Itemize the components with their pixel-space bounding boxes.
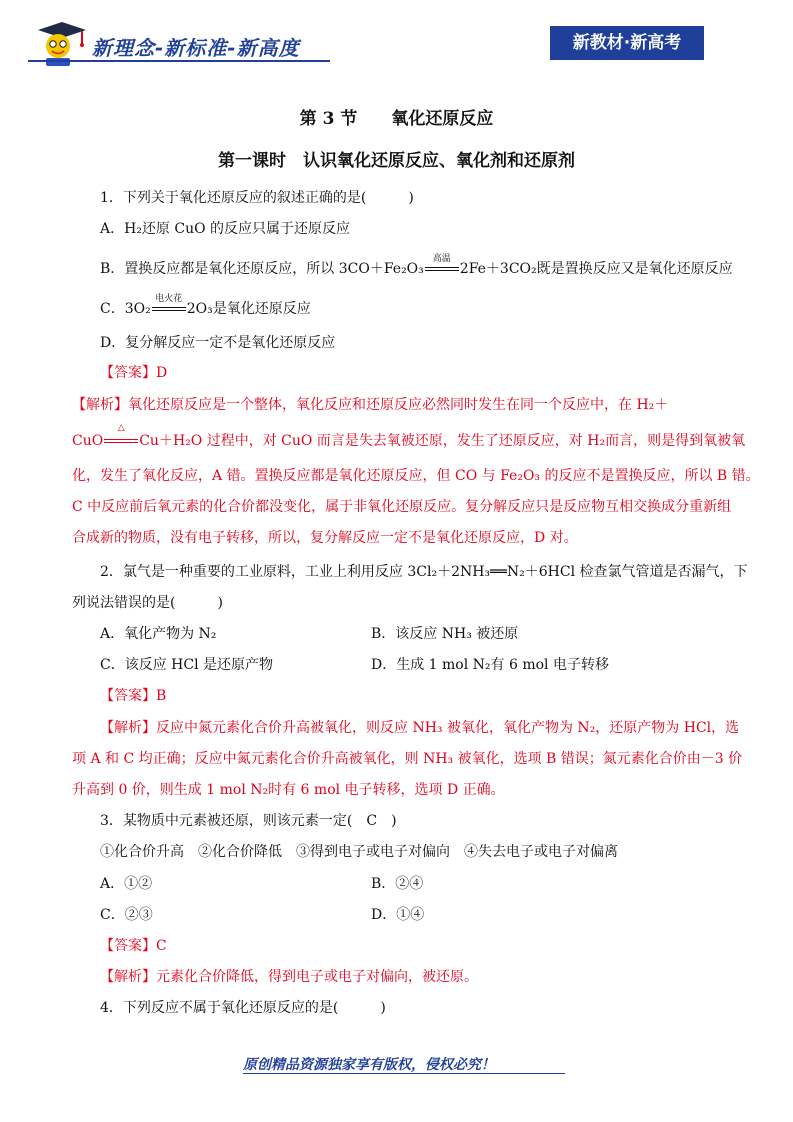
q2-answer: 【答案】B [100,688,167,704]
q2-option-d: D．生成 1 mol N₂有 6 mol 电子转移 [371,657,609,673]
q1-option-c-pre: C．3O₂ [100,301,151,317]
reaction-arrow [151,294,187,317]
q1-analysis-line: 合成新的物质，没有电子转移，所以，复分解反应一定不是氧化还原反应，D 对。 [72,530,578,546]
q1-answer: 【答案】D [100,365,168,381]
q1-analysis-line: 化，发生了氧化反应，A 错。置换反应都是氧化还原反应，但 CO 与 Fe₂O₃ 的反应不是置换反应，所以 B 错。 [72,468,760,484]
q2-stem-cont: 列说法错误的是( ) [72,595,223,611]
page-header [0,0,793,70]
q1-option-a: A．H₂还原 CuO 的反应只属于还原反应 [100,221,351,237]
q2-analysis-line: 项 A 和 C 均正确；反应中氮元素化合价升高被氧化，则 NH₃ 被氧化，选项 B 错误；氮元素化合价由－3 价 [72,751,743,767]
q3-option-d: D．①④ [371,907,425,923]
reaction-arrow [103,423,139,449]
q1-analysis-line: 【解析】氧化还原反应是一个整体，氧化反应和还原反应必然同时发生在同一个反应中，在 H₂＋ [72,397,669,413]
q2-analysis-line: 【解析】反应中氮元素化合价升高被氧化，则反应 NH₃ 被氧化，氧化产物为 N₂，还原产物为 HCl，选 [100,720,740,736]
header-slogan-left: 新理念-新标准-新高度 [92,36,300,60]
q1-analysis-post: Cu＋H₂O 过程中，对 CuO 而言是失去氧被还原，发生了还原反应，对 H₂而言，则是得到氧被氧 [139,433,746,449]
q2-analysis-line: 升高到 0 价，则生成 1 mol N₂时有 6 mol 电子转移，选项 D 正确。 [72,782,505,798]
footer-underline [243,1073,565,1074]
q1-option-b [100,254,733,278]
q1-option-d: D．复分解反应一定不是氧化还原反应 [100,335,336,351]
reaction-condition: 高温 [432,254,451,264]
reaction-condition: △ [117,423,125,433]
q1-option-c-post: 2O₃是氧化还原反应 [186,301,311,317]
q3-option-a: A．①② [100,876,153,892]
reaction-arrow [424,254,460,277]
q3-stem: 3．某物质中元素被还原，则该元素一定( C ) [100,813,397,829]
q1-option-c [100,294,311,318]
q1-stem: 1．下列关于氧化还原反应的叙述正确的是( ) [100,190,414,206]
q1-analysis-line [72,423,746,450]
q3-answer: 【答案】C [100,938,167,954]
lesson-subtitle: 第一课时 认识氧化还原反应、氧化剂和还原剂 [218,151,575,171]
section-title: 第 3 节 氧化还原反应 [299,109,494,129]
q1-option-b-pre: B．置换反应都是氧化还原反应，所以 3CO＋Fe₂O₃ [100,261,424,277]
q1-option-b-post: 2Fe＋3CO₂既是置换反应又是氧化还原反应 [459,261,733,277]
q2-option-b: B．该反应 NH₃ 被还原 [371,626,519,642]
q3-option-b: B．②④ [371,876,424,892]
q1-analysis-pre: CuO [72,433,104,449]
header-divider [28,60,330,62]
header-slogan-right: 新教材·新高考 [550,26,704,60]
q1-analysis-line: C 中反应前后氧元素的化合价都没变化，属于非氧化还原反应。复分解反应只是反应物互相交换成分重新组 [72,499,732,515]
copyright-footer: 原创精品资源独家享有版权，侵权必究！ [243,1057,495,1073]
q3-analysis: 【解析】元素化合价降低，得到电子或电子对偏向，被还原。 [100,969,478,985]
q2-option-a: A．氧化产物为 N₂ [100,626,217,642]
q2-stem: 2．氯气是一种重要的工业原料，工业上利用反应 3Cl₂＋2NH₃══N₂＋6HCl 检查氯气管道是否漏气，下 [100,564,748,580]
q3-option-c: C．②③ [100,907,153,923]
reaction-condition: 电火花 [155,294,183,304]
q4-stem: 4．下列反应不属于氧化还原反应的是( ) [100,1000,386,1016]
q2-option-c: C．该反应 HCl 是还原产物 [100,657,274,673]
q3-statements: ①化合价升高 ②化合价降低 ③得到电子或电子对偏向 ④失去电子或电子对偏离 [100,844,618,860]
